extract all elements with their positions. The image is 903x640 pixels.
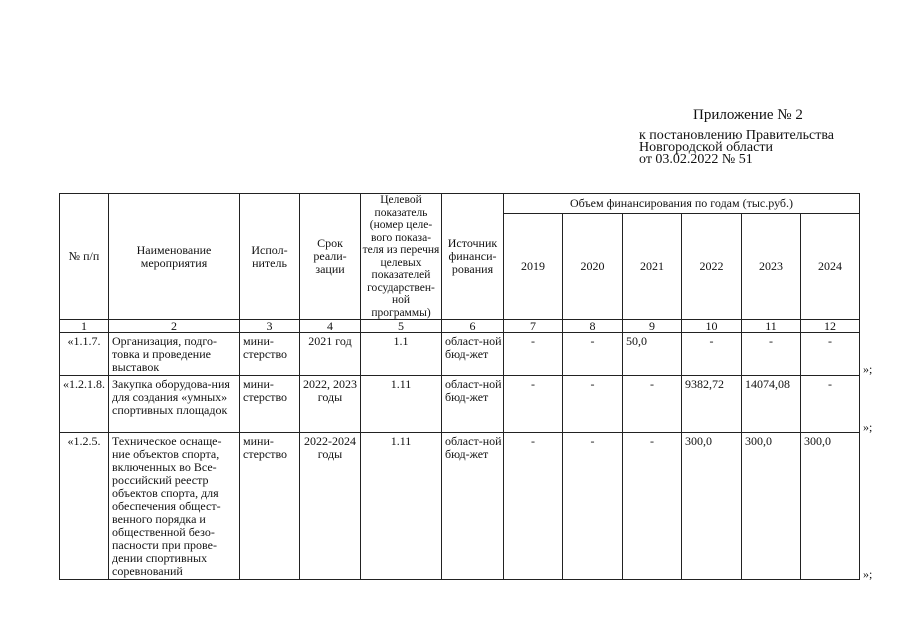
row-num: «1.1.7. bbox=[60, 333, 109, 376]
column-number: 12 bbox=[801, 320, 860, 333]
row-value-2020: - bbox=[563, 333, 623, 376]
year-2021: 2021 bbox=[623, 213, 682, 319]
row-term: 2021 год bbox=[300, 333, 361, 376]
row-closing-quote: »; bbox=[863, 362, 873, 376]
row-closing-quote: »; bbox=[863, 420, 873, 434]
row-value-2020: - bbox=[563, 433, 623, 580]
row-target: 1.11 bbox=[361, 376, 442, 433]
table-row bbox=[60, 433, 860, 580]
column-number: 2 bbox=[109, 320, 240, 333]
row-num: «1.2.5. bbox=[60, 433, 109, 580]
row-value-2021: 50,0 bbox=[623, 333, 682, 376]
column-number: 5 bbox=[361, 320, 442, 333]
row-executor: мини-стерство bbox=[240, 376, 300, 433]
row-term: 2022-2024 годы bbox=[300, 433, 361, 580]
row-value-2019: - bbox=[504, 433, 563, 580]
row-value-2021: - bbox=[623, 376, 682, 433]
column-number: 7 bbox=[504, 320, 563, 333]
table-row bbox=[60, 333, 860, 376]
row-value-2021: - bbox=[623, 433, 682, 580]
column-number: 4 bbox=[300, 320, 361, 333]
header-source: Источник финанси-рования bbox=[442, 194, 504, 320]
column-number: 10 bbox=[682, 320, 742, 333]
region-line: Новгородской области bbox=[639, 140, 773, 155]
header-executor: Испол-нитель bbox=[240, 194, 300, 320]
header-name: Наименование мероприятия bbox=[109, 194, 240, 320]
date-line: от 03.02.2022 № 51 bbox=[639, 152, 753, 167]
header-term: Срок реали-зации bbox=[300, 194, 361, 320]
row-source: област-ной бюд-жет bbox=[442, 333, 504, 376]
row-name: Закупка оборудова-ния для создания «умных» спортивных площадок bbox=[109, 376, 240, 433]
row-value-2024: - bbox=[801, 333, 860, 376]
row-value-2019: - bbox=[504, 376, 563, 433]
row-target: 1.11 bbox=[361, 433, 442, 580]
year-2022: 2022 bbox=[682, 213, 742, 319]
row-name: Техническое оснаще-ние объектов спорта, включенных во Все-российский реестр объектов спорта, для обеспечения общест-венного порядка и общественной безо-пасности при прове-дении спортивных соревнований bbox=[109, 433, 240, 580]
table-row bbox=[60, 376, 860, 433]
row-value-2020: - bbox=[563, 376, 623, 433]
row-value-2024: - bbox=[801, 376, 860, 433]
column-number-row bbox=[60, 320, 860, 333]
header-target: Целевой показатель (номер целе-вого показа-теля из перечня целевых показателей государствен-ной программы) bbox=[361, 194, 442, 320]
row-name: Организация, подго-товка и проведение выставок bbox=[109, 333, 240, 376]
year-2024: 2024 bbox=[801, 213, 860, 319]
row-target: 1.1 bbox=[361, 333, 442, 376]
funding-table bbox=[59, 193, 860, 580]
table-header-row bbox=[60, 194, 860, 214]
row-value-2023: 300,0 bbox=[742, 433, 801, 580]
year-2020: 2020 bbox=[563, 213, 623, 319]
column-number: 6 bbox=[442, 320, 504, 333]
row-value-2023: - bbox=[742, 333, 801, 376]
row-executor: мини-стерство bbox=[240, 333, 300, 376]
year-2023: 2023 bbox=[742, 213, 801, 319]
row-source: област-ной бюд-жет bbox=[442, 376, 504, 433]
column-number: 1 bbox=[60, 320, 109, 333]
row-value-2023: 14074,08 bbox=[742, 376, 801, 433]
row-value-2019: - bbox=[504, 333, 563, 376]
column-number: 8 bbox=[563, 320, 623, 333]
row-closing-quote: »; bbox=[863, 567, 873, 581]
row-source: област-ной бюд-жет bbox=[442, 433, 504, 580]
year-2019: 2019 bbox=[504, 213, 563, 319]
row-term: 2022, 2023 годы bbox=[300, 376, 361, 433]
row-value-2022: 9382,72 bbox=[682, 376, 742, 433]
row-value-2022: - bbox=[682, 333, 742, 376]
column-number: 3 bbox=[240, 320, 300, 333]
header-num: № п/п bbox=[60, 194, 109, 320]
resolution-line: к постановлению Правительства bbox=[639, 128, 835, 143]
row-value-2022: 300,0 bbox=[682, 433, 742, 580]
document-header bbox=[0, 0, 903, 180]
row-num: «1.2.1.8. bbox=[60, 376, 109, 433]
row-executor: мини-стерство bbox=[240, 433, 300, 580]
column-number: 11 bbox=[742, 320, 801, 333]
appendix-title: Приложение № 2 bbox=[693, 107, 803, 123]
column-number: 9 bbox=[623, 320, 682, 333]
header-funding-group: Объем финансирования по годам (тыс.руб.) bbox=[504, 194, 860, 214]
row-value-2024: 300,0 bbox=[801, 433, 860, 580]
